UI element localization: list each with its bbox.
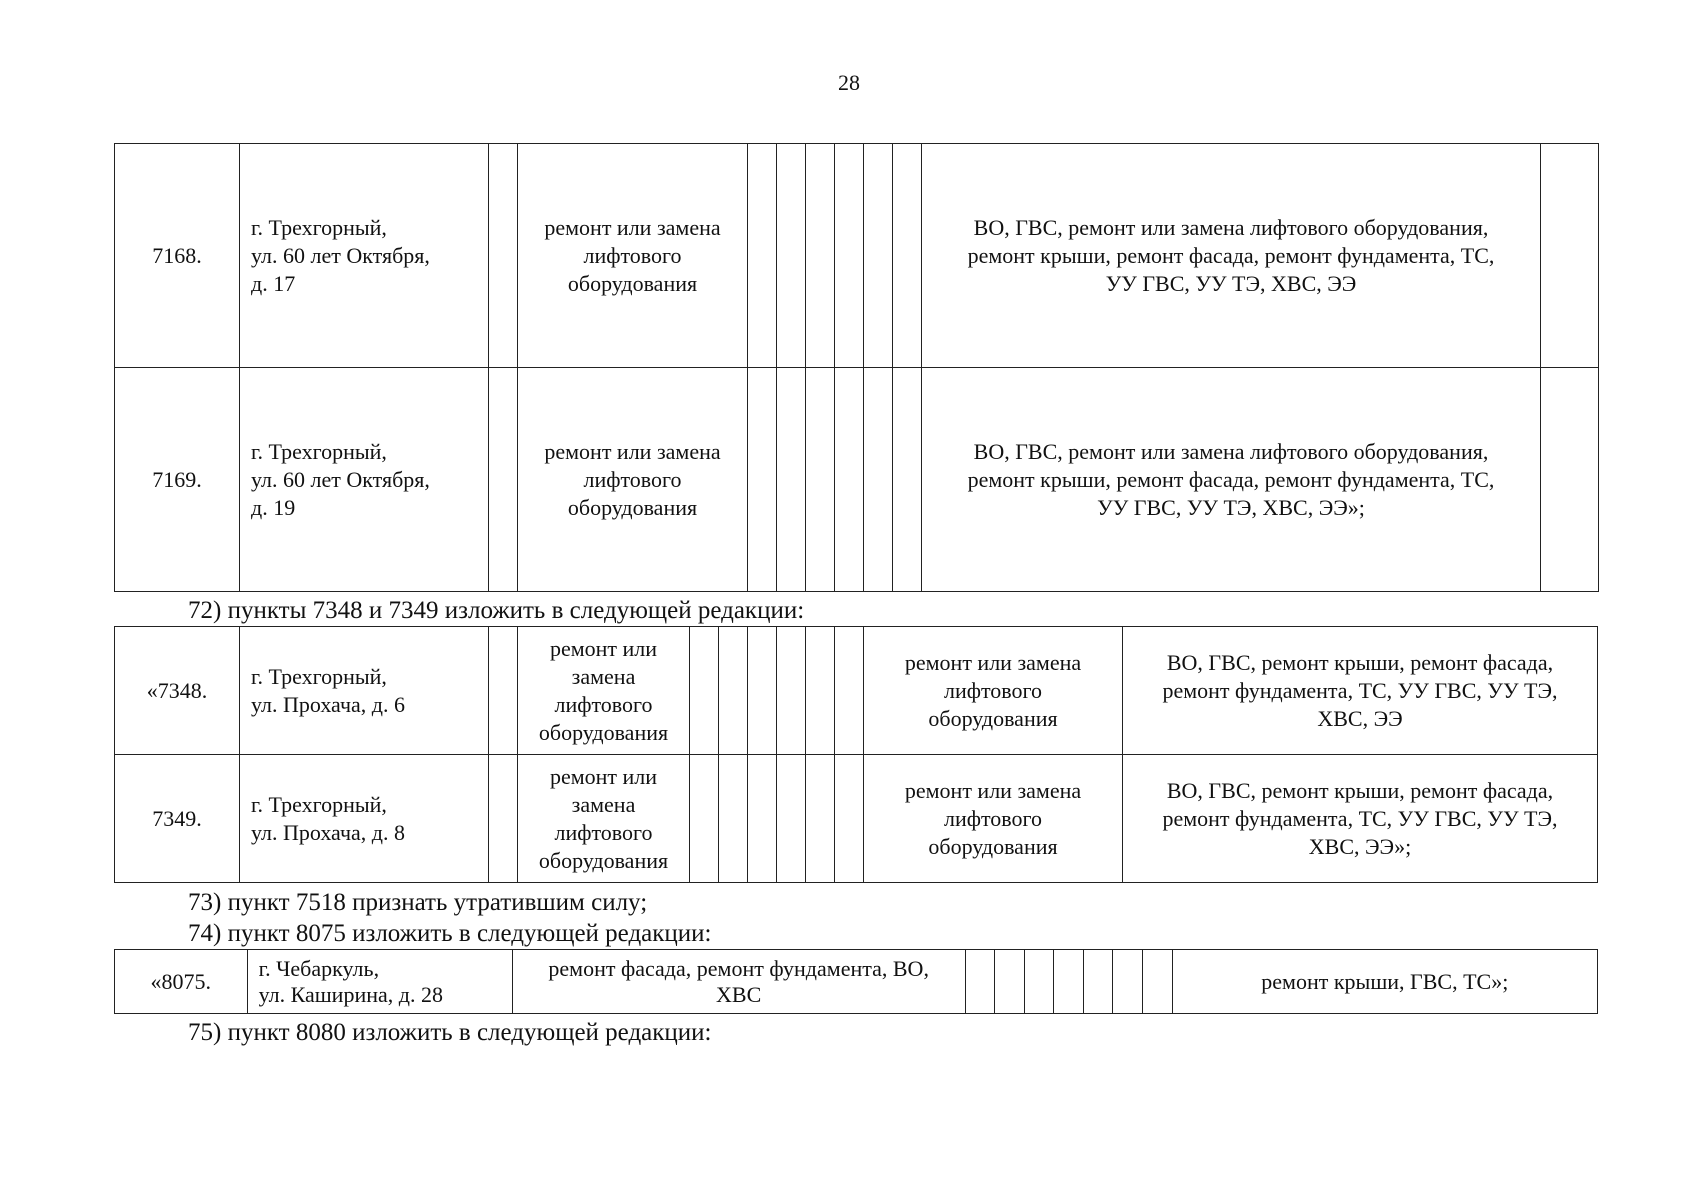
- empty-cell: [806, 755, 835, 883]
- empty-cell: [835, 144, 864, 368]
- table-items-7348-7349: [114, 626, 1598, 883]
- empty-cell: [777, 627, 806, 755]
- item-work-type: ремонт фасада, ремонт фундамента, ВО, ХВС: [512, 950, 965, 1014]
- empty-cell: [719, 755, 748, 883]
- table-row: [115, 950, 1598, 1014]
- empty-cell: [748, 627, 777, 755]
- paragraph-73: 73) пункт 7518 признать утратившим силу;: [188, 889, 648, 916]
- item-number: 7169.: [115, 368, 240, 592]
- empty-cell: [777, 368, 806, 592]
- empty-cell: [1113, 950, 1143, 1014]
- item-address: г. Трехгорный, ул. Прохача, д. 8: [240, 755, 489, 883]
- empty-cell: [1541, 368, 1599, 592]
- item-work-type-2: ремонт или замена лифтового оборудования: [864, 755, 1123, 883]
- empty-cell: [690, 627, 719, 755]
- empty-cell: [864, 368, 893, 592]
- table-row: [115, 368, 1599, 592]
- empty-cell: [1143, 950, 1173, 1014]
- empty-cell: [893, 144, 922, 368]
- empty-cell: [1054, 950, 1084, 1014]
- paragraph-72: 72) пункты 7348 и 7349 изложить в следующей редакции:: [188, 597, 805, 624]
- empty-cell: [806, 627, 835, 755]
- empty-cell: [806, 368, 835, 592]
- item-work-list: ВО, ГВС, ремонт крыши, ремонт фасада, ремонт фундамента, ТС, УУ ГВС, УУ ТЭ, ХВС, ЭЭ: [1123, 627, 1598, 755]
- item-address: г. Чебаркуль, ул. Каширина, д. 28: [247, 950, 512, 1014]
- item-work-type: ремонт или замена лифтового оборудования: [518, 368, 748, 592]
- empty-cell: [835, 368, 864, 592]
- item-address: г. Трехгорный, ул. 60 лет Октября, д. 17: [240, 144, 489, 368]
- empty-cell: [690, 755, 719, 883]
- empty-cell: [489, 368, 518, 592]
- empty-cell: [489, 144, 518, 368]
- item-work-list: ВО, ГВС, ремонт или замена лифтового оборудования, ремонт крыши, ремонт фасада, ремонт фундамента, ТС, УУ ГВС, УУ ТЭ, ХВС, ЭЭ: [922, 144, 1541, 368]
- paragraph-75: 75) пункт 8080 изложить в следующей редакции:: [188, 1019, 712, 1046]
- table-item-8075: [114, 949, 1598, 1014]
- item-address: г. Трехгорный, ул. Прохача, д. 6: [240, 627, 489, 755]
- item-work-type: ремонт или замена лифтового оборудования: [518, 627, 690, 755]
- paragraph-74: 74) пункт 8075 изложить в следующей редакции:: [188, 920, 712, 947]
- empty-cell: [748, 144, 777, 368]
- item-number: 7168.: [115, 144, 240, 368]
- item-work-type: ремонт или замена лифтового оборудования: [518, 144, 748, 368]
- table-row: [115, 755, 1598, 883]
- item-number: 7349.: [115, 755, 240, 883]
- empty-cell: [1083, 950, 1113, 1014]
- empty-cell: [893, 368, 922, 592]
- item-number: «7348.: [115, 627, 240, 755]
- empty-cell: [835, 755, 864, 883]
- empty-cell: [748, 755, 777, 883]
- table-row: [115, 144, 1599, 368]
- empty-cell: [777, 755, 806, 883]
- empty-cell: [489, 755, 518, 883]
- item-work-type-2: ремонт или замена лифтового оборудования: [864, 627, 1123, 755]
- item-work-list: ВО, ГВС, ремонт или замена лифтового оборудования, ремонт крыши, ремонт фасада, ремонт фундамента, ТС, УУ ГВС, УУ ТЭ, ХВС, ЭЭ»;: [922, 368, 1541, 592]
- empty-cell: [489, 627, 518, 755]
- empty-cell: [995, 950, 1025, 1014]
- empty-cell: [864, 144, 893, 368]
- item-number: «8075.: [115, 950, 248, 1014]
- empty-cell: [748, 368, 777, 592]
- table-row: [115, 627, 1598, 755]
- empty-cell: [965, 950, 995, 1014]
- empty-cell: [777, 144, 806, 368]
- table-items-7168-7169: [114, 143, 1599, 592]
- page-number: 28: [838, 70, 860, 95]
- empty-cell: [1541, 144, 1599, 368]
- item-work-type: ремонт или замена лифтового оборудования: [518, 755, 690, 883]
- item-work-list: ВО, ГВС, ремонт крыши, ремонт фасада, ремонт фундамента, ТС, УУ ГВС, УУ ТЭ, ХВС, ЭЭ»;: [1123, 755, 1598, 883]
- empty-cell: [1024, 950, 1054, 1014]
- item-work-list: ремонт крыши, ГВС, ТС»;: [1172, 950, 1597, 1014]
- empty-cell: [719, 627, 748, 755]
- empty-cell: [806, 144, 835, 368]
- item-address: г. Трехгорный, ул. 60 лет Октября, д. 19: [240, 368, 489, 592]
- empty-cell: [835, 627, 864, 755]
